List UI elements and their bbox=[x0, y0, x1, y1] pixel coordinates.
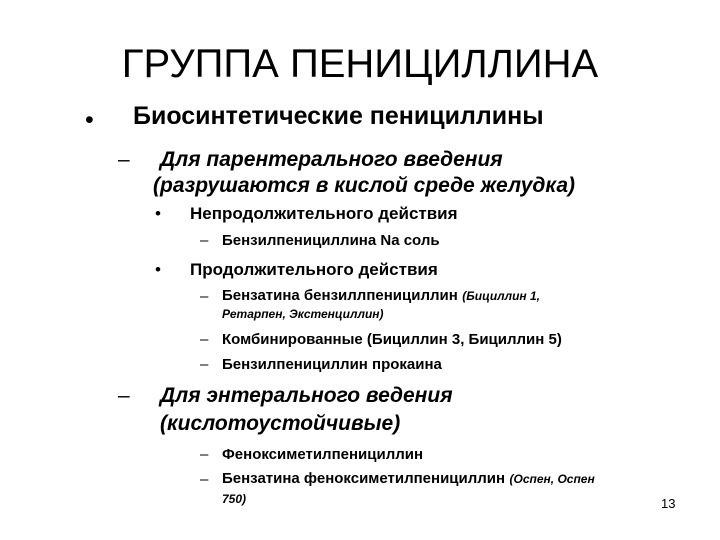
dash-icon: – bbox=[200, 331, 209, 348]
list-item: Комбинированные (Бициллин 3, Бициллин 5) bbox=[222, 331, 562, 348]
list-item-note: Ретарпен, Экстенциллин) bbox=[222, 307, 384, 321]
list-item: Бензилпенициллин прокаина bbox=[222, 356, 442, 373]
page-number: 13 bbox=[661, 496, 676, 511]
parenteral-line2: (разрушаются в кислой среде желудка) bbox=[153, 174, 575, 197]
list-item bbox=[222, 470, 595, 488]
dash-icon: – bbox=[118, 384, 130, 407]
list-item-main: Бензатина бензиллпенициллин bbox=[222, 287, 458, 304]
heading-biosynthetic: Биосинтетические пенициллины bbox=[133, 102, 544, 130]
dash-icon: – bbox=[200, 232, 209, 249]
dash-icon: – bbox=[200, 356, 209, 373]
bullet-dot-icon: • bbox=[155, 204, 161, 223]
long-acting-label: Продолжительного действия bbox=[190, 260, 438, 279]
dash-icon: – bbox=[200, 471, 209, 488]
list-item-main: Бензатина феноксиметилпенициллин bbox=[222, 470, 506, 487]
enteral-line2: (кислотоустойчивые) bbox=[160, 412, 401, 435]
dash-icon: – bbox=[200, 446, 209, 463]
dash-icon: – bbox=[118, 148, 130, 171]
bullet-dot-icon: • bbox=[155, 260, 161, 279]
list-item bbox=[222, 287, 540, 305]
dash-icon: – bbox=[200, 288, 209, 305]
list-item-note: (Бициллин 1, bbox=[462, 289, 541, 303]
slide-title: ГРУППА ПЕНИЦИЛЛИНА bbox=[121, 42, 599, 86]
list-item: Бензилпенициллина Na соль bbox=[222, 232, 440, 249]
list-item-note: 750) bbox=[222, 492, 247, 506]
enteral-line1: Для энтерального ведения bbox=[160, 384, 453, 407]
short-acting-label: Непродолжительного действия bbox=[190, 204, 458, 223]
list-item: Феноксиметилпенициллин bbox=[222, 446, 424, 463]
bullet-dot-icon: • bbox=[85, 106, 94, 134]
parenteral-line1: Для парентерального введения bbox=[160, 148, 503, 171]
list-item-note: (Оспен, Оспен bbox=[509, 472, 595, 486]
